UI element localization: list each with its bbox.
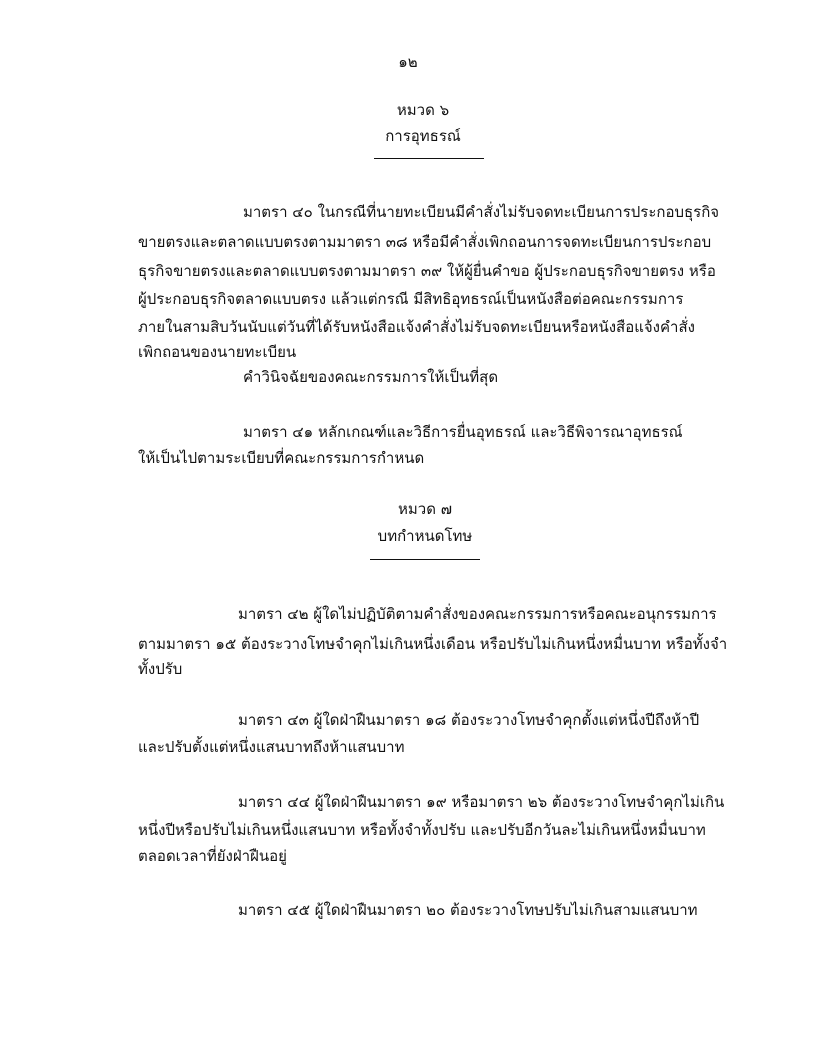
section-43-line-1: มาตรา ๔๓ ผู้ใดฝ่าฝืนมาตรา ๑๘ ต้องระวางโทษจำคุกตั้งแต่หนึ่งปีถึงห้าปี xyxy=(238,711,700,729)
chapter-7-heading: หมวด ๗ xyxy=(398,500,452,518)
chapter-6-divider xyxy=(374,158,484,159)
section-41-line-2: ให้เป็นไปตามระเบียบที่คณะกรรมการกำหนด xyxy=(138,449,425,467)
section-45-line-1: มาตรา ๔๕ ผู้ใดฝ่าฝืนมาตรา ๒๐ ต้องระวางโทษปรับไม่เกินสามแสนบาท xyxy=(238,901,698,919)
section-40-line-1: มาตรา ๔๐ ในกรณีที่นายทะเบียนมีคำสั่งไม่รับจดทะเบียนการประกอบธุรกิจ xyxy=(243,203,720,221)
section-42-line-1: มาตรา ๔๒ ผู้ใดไม่ปฏิบัติตามคำสั่งของคณะกรรมการหรือคณะอนุกรรมการ xyxy=(238,605,717,623)
section-41-line-1: มาตรา ๔๑ หลักเกณฑ์และวิธีการยื่นอุทธรณ์ และวิธีพิจารณาอุทธรณ์ xyxy=(243,423,683,441)
section-40-line-6: เพิกถอนของนายทะเบียน xyxy=(138,343,297,361)
section-44-line-2: หนึ่งปีหรือปรับไม่เกินหนึ่งแสนบาท หรือทั้งจำทั้งปรับ และปรับอีกวันละไม่เกินหนึ่งหมื่นบาท xyxy=(138,821,706,839)
section-40-final-line: คำวินิจฉัยของคณะกรรมการให้เป็นที่สุด xyxy=(243,368,499,386)
chapter-7-divider xyxy=(370,559,480,560)
section-40-line-4: ผู้ประกอบธุรกิจตลาดแบบตรง แล้วแต่กรณี มีสิทธิอุทธรณ์เป็นหนังสือต่อคณะกรรมการ xyxy=(138,290,684,308)
chapter-7-title: บทกำหนดโทษ xyxy=(377,527,473,545)
chapter-6-heading: หมวด ๖ xyxy=(396,101,450,119)
section-44-line-3: ตลอดเวลาที่ยังฝ่าฝืนอยู่ xyxy=(138,847,287,865)
section-44-line-1: มาตรา ๔๔ ผู้ใดฝ่าฝืนมาตรา ๑๙ หรือมาตรา ๒๖ ต้องระวางโทษจำคุกไม่เกิน xyxy=(238,793,725,811)
section-42-line-3: ทั้งปรับ xyxy=(138,660,183,678)
chapter-6-title: การอุทธรณ์ xyxy=(385,127,461,145)
section-40-line-3: ธุรกิจขายตรงและตลาดแบบตรงตามมาตรา ๓๙ ให้ผู้ยื่นคำขอ ผู้ประกอบธุรกิจขายตรง หรือ xyxy=(138,262,716,280)
section-40-line-5: ภายในสามสิบวันนับแต่วันที่ได้รับหนังสือแจ้งคำสั่งไม่รับจดทะเบียนหรือหนังสือแจ้งคำสั่ง xyxy=(138,318,695,336)
page-number: ๑๒ xyxy=(398,53,418,71)
section-42-line-2: ตามมาตรา ๑๕ ต้องระวางโทษจำคุกไม่เกินหนึ่งเดือน หรือปรับไม่เกินหนึ่งหมื่นบาท หรือทั้งจำ xyxy=(138,635,728,653)
section-40-line-2: ขายตรงและตลาดแบบตรงตามมาตรา ๓๘ หรือมีคำสั่งเพิกถอนการจดทะเบียนการประกอบ xyxy=(138,233,712,251)
section-43-line-2: และปรับตั้งแต่หนึ่งแสนบาทถึงห้าแสนบาท xyxy=(138,738,405,756)
